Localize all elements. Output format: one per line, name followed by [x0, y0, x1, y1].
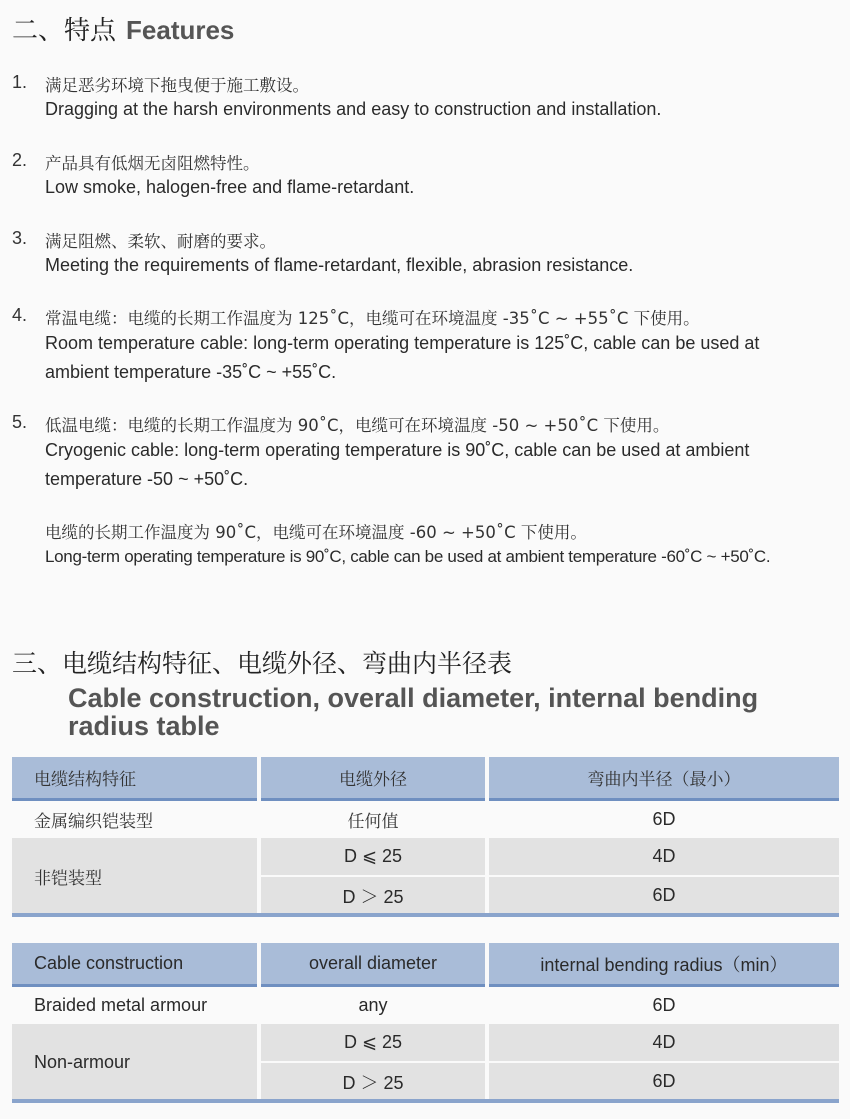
section-features-heading	[12, 10, 234, 47]
table-en-row3-bending: 6D	[489, 1063, 839, 1100]
item-3-en: Meeting the requirements of flame-retardant, flexible, abrasion resistance.	[45, 255, 634, 275]
item-4-cn: 常温电缆：电缆的长期工作温度为 125˚C，电缆可在环境温度 -35˚C ~ +55˚C 下使用。	[45, 309, 700, 328]
table-en-header-bending: internal bending radius（min）	[489, 943, 839, 987]
table-cn-row2-bending: 4D	[489, 838, 839, 875]
table-cn-row3-diameter: D ＞ 25	[261, 877, 485, 914]
table-cn-row1-construction: 金属编织铠装型	[12, 801, 257, 838]
table-cn-header-diameter: 电缆外径	[261, 757, 485, 801]
table-en-row1-diameter: any	[261, 987, 485, 1024]
item-3-number: 3.	[12, 228, 28, 248]
table-cn-bottom-rule	[12, 913, 839, 917]
extra-note-en: Long-term operating temperature is 90˚C, cable can be used at ambient temperature -60˚C ~ +50˚C.	[45, 547, 771, 566]
item-4-number: 4.	[12, 305, 28, 325]
table-cn-row2-diameter: D ⩽ 25	[261, 838, 485, 875]
item-5-en-line2: temperature -50 ~ +50˚C.	[45, 469, 249, 489]
cable-table-en	[12, 943, 839, 1103]
table-en-header-diameter: overall diameter	[261, 943, 485, 987]
item-3-cn: 满足阻燃、柔软、耐磨的要求。	[45, 232, 276, 251]
section-table-title-en: Cable construction, overall diameter, internal bending radius table	[68, 683, 759, 741]
item-2-number: 2.	[12, 150, 28, 170]
item-5-cn: 低温电缆：电缆的长期工作温度为 90˚C，电缆可在环境温度 -50 ~ +50˚C 下使用。	[45, 416, 670, 435]
table-en-bottom-rule	[12, 1099, 839, 1103]
cable-table-cn	[12, 757, 839, 917]
table-en-row3-diameter: D ＞ 25	[261, 1063, 485, 1100]
table-cn-group-label: 非铠装型	[12, 838, 257, 914]
item-4-en-line2: ambient temperature -35˚C ~ +55˚C.	[45, 362, 337, 382]
section-features-title-en: Features	[126, 15, 235, 45]
table-en-row2-bending: 4D	[489, 1024, 839, 1061]
section-features-title-cn: 二、特点	[12, 16, 117, 46]
table-cn-row1-diameter: 任何值	[261, 801, 485, 838]
item-5-number: 5.	[12, 412, 28, 432]
item-4-en-line1: Room temperature cable: long-term operating temperature is 125˚C, cable can be used at	[45, 333, 760, 353]
item-5-en-line1: Cryogenic cable: long-term operating temperature is 90˚C, cable can be used at ambient	[45, 440, 750, 460]
table-cn-header-bending: 弯曲内半径（最小）	[489, 757, 839, 801]
table-cn-row3-bending: 6D	[489, 877, 839, 914]
table-en-header-construction: Cable construction	[12, 943, 257, 987]
section-table-title-cn: 三、电缆结构特征、电缆外径、弯曲内半径表	[12, 649, 513, 678]
item-1-en: Dragging at the harsh environments and easy to construction and installation.	[45, 99, 662, 119]
table-cn-header-construction: 电缆结构特征	[12, 757, 257, 801]
item-2-cn: 产品具有低烟无卤阻燃特性。	[45, 154, 260, 173]
table-en-row1-construction: Braided metal armour	[12, 987, 257, 1024]
table-en-row2-diameter: D ⩽ 25	[261, 1024, 485, 1061]
item-1-number: 1.	[12, 72, 28, 92]
table-en-group-label: Non-armour	[12, 1024, 257, 1100]
table-cn-row1-bending: 6D	[489, 801, 839, 838]
extra-note-cn: 电缆的长期工作温度为 90˚C，电缆可在环境温度 -60 ~ +50˚C 下使用。	[45, 523, 587, 542]
item-1-cn: 满足恶劣环境下拖曳便于施工敷设。	[45, 76, 309, 95]
item-2-en: Low smoke, halogen-free and flame-retardant.	[45, 177, 415, 197]
table-en-row1-bending: 6D	[489, 987, 839, 1024]
